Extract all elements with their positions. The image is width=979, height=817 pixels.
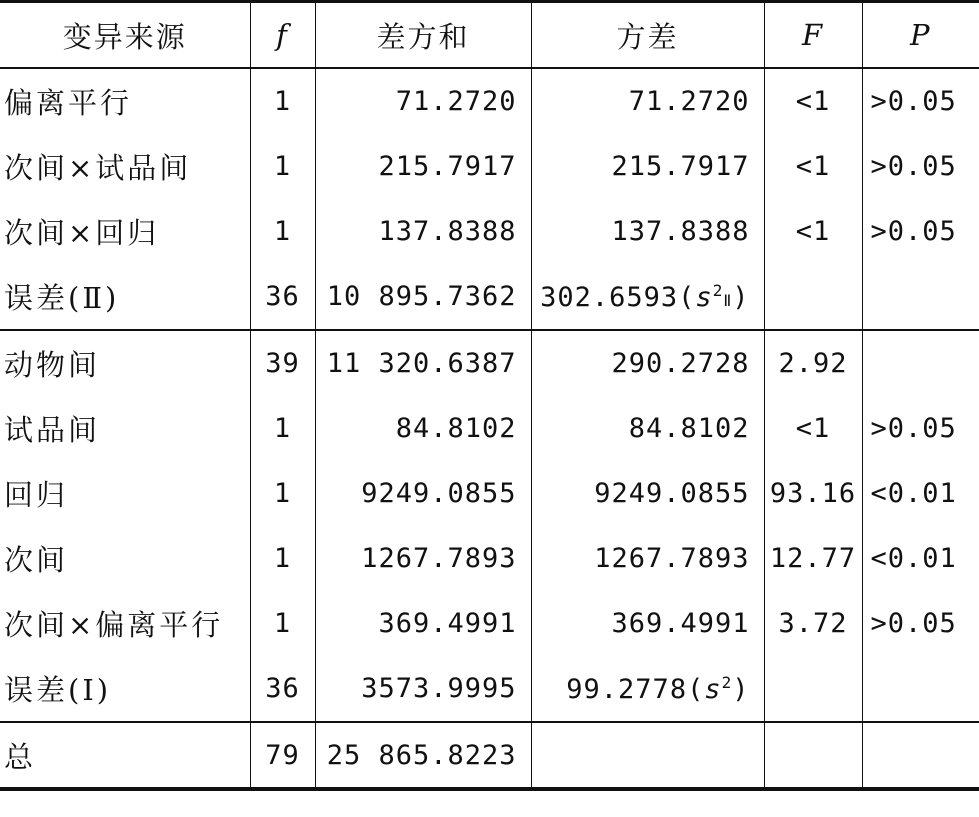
row-source: 误差(Ⅰ) [4,673,112,707]
row-P: >0.05 [862,199,979,264]
row-ms [531,722,764,789]
header-row [0,2,979,69]
row-ss: 11 320.6387 [315,330,531,396]
row-f: 1 [250,396,315,461]
row-f: 39 [250,330,315,396]
row-ss: 9249.0855 [315,461,531,526]
header-ss: 差方和 [315,2,531,69]
row-P: <0.01 [862,526,979,591]
row-ss: 25 865.8223 [315,722,531,789]
row-F [764,722,862,789]
table-row [0,591,979,656]
row-f: 1 [250,461,315,526]
header-F: F [764,2,862,69]
row-F: 12.77 [764,526,862,591]
row-ms: 9249.0855 [531,461,764,526]
variance-superscript: 2 [721,672,733,692]
table-row [0,68,979,134]
row-f: 1 [250,199,315,264]
row-ss: 10 895.7362 [315,264,531,330]
row-P: >0.05 [862,134,979,199]
row-f: 1 [250,68,315,134]
row-F: 3.72 [764,591,862,656]
header-P: P [862,2,979,69]
row-source: 次间×偏离平行 [4,608,224,642]
variance-subscript: Ⅱ [723,290,733,310]
row-ms: 137.8388 [531,199,764,264]
row-source: 偏离平行 [4,86,133,120]
row-source: 总 [0,722,250,789]
row-ss: 71.2720 [315,68,531,134]
row-P: >0.05 [862,68,979,134]
variance-symbol: s [695,281,713,313]
variance-symbol: s [704,673,722,705]
row-source: 动物间 [0,330,250,396]
row-ms: 290.2728 [531,330,764,396]
row-ms: 71.2720 [531,68,764,134]
table-row [0,461,979,526]
row-ms: 84.8102 [531,396,764,461]
row-f: 36 [250,656,315,722]
row-P: >0.05 [862,591,979,656]
header-source: 变异来源 [62,19,187,54]
row-P: >0.05 [862,396,979,461]
row-ms [531,264,764,330]
header-f: f [250,2,315,69]
row-f: 1 [250,134,315,199]
row-P [862,330,979,396]
row-F: <1 [764,199,862,264]
row-F: <1 [764,396,862,461]
row-P [862,264,979,330]
row-ms: 369.4991 [531,591,764,656]
row-source: 次间×试品间 [4,151,192,185]
row-source: 试品间 [4,413,101,447]
row-source: 次间×回归 [4,216,160,250]
row-F [764,264,862,330]
row-source: 次间 [4,543,69,577]
header-ms: 方差 [531,2,764,69]
table-row [0,264,979,330]
row-f: 1 [250,526,315,591]
total-row [0,722,979,789]
variance-superscript: 2 [712,280,724,300]
table-row [0,396,979,461]
row-ms [531,656,764,722]
row-ms: 215.7917 [531,134,764,199]
row-P [862,722,979,789]
row-F: <1 [764,68,862,134]
row-ms: 1267.7893 [531,526,764,591]
table-row [0,656,979,722]
row-source: 误差(Ⅱ) [4,281,120,315]
row-F: 2.92 [764,330,862,396]
row-f: 36 [250,264,315,330]
table-row [0,526,979,591]
row-ss: 84.8102 [315,396,531,461]
table-row [0,330,979,396]
row-source: 回归 [4,478,69,512]
ms-close-paren: ) [732,673,750,705]
ms-close-paren: ) [732,281,750,313]
row-ss: 137.8388 [315,199,531,264]
row-ss: 1267.7893 [315,526,531,591]
row-P [862,656,979,722]
table-row [0,134,979,199]
row-f: 79 [250,722,315,789]
row-P: <0.01 [862,461,979,526]
row-ss: 215.7917 [315,134,531,199]
row-F: 93.16 [764,461,862,526]
ms-value: 302.6593( [540,281,696,313]
table-row [0,199,979,264]
row-ss: 3573.9995 [315,656,531,722]
row-f: 1 [250,591,315,656]
row-ss: 369.4991 [315,591,531,656]
row-F: <1 [764,134,862,199]
row-F [764,656,862,722]
ms-value: 99.2778( [566,673,705,705]
